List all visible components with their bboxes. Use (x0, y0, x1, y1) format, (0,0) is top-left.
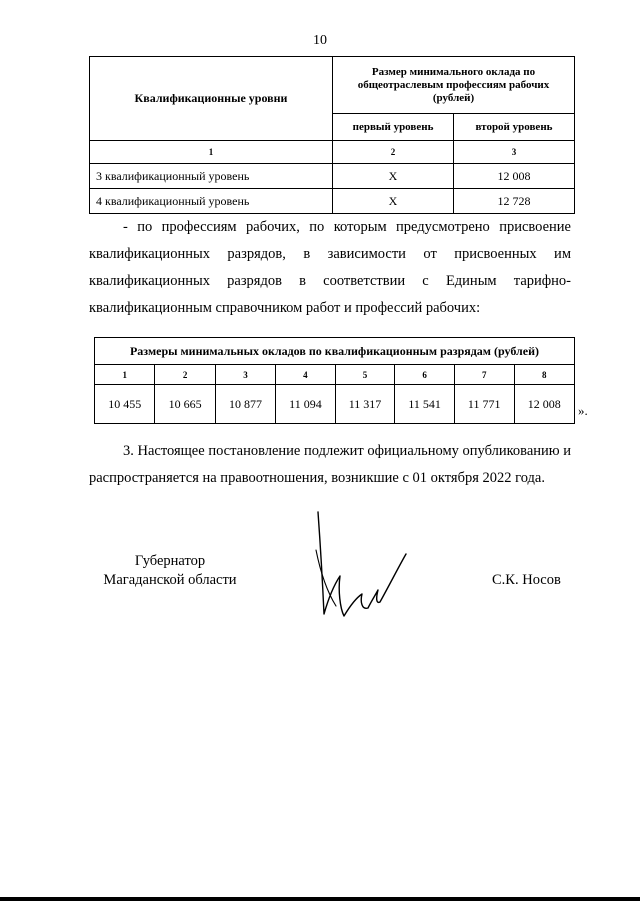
index-cell: 6 (395, 365, 455, 385)
grade-value: 11 541 (395, 385, 455, 424)
grade-value: 11 094 (276, 385, 336, 424)
closing-quote: ». (578, 403, 588, 418)
table-row (90, 189, 575, 214)
header-second-level: второй уровень (454, 114, 575, 141)
index-cell: 8 (514, 365, 575, 385)
paragraph-worker-professions: - по профессиям рабочих, по которым предусмотрено присвоение квалификационных разрядов, в зависимости от присвоенных им квалификационных разрядов в соответствии с Единым тарифно-квалификационным справочником работ и профессий рабочих: (89, 219, 571, 316)
grade-table-title: Размеры минимальных окладов по квалификационным разрядам (рублей) (95, 338, 575, 365)
grade-value: 10 455 (95, 385, 155, 424)
second-level-value: 12 728 (454, 189, 575, 214)
index-cell: 1 (90, 141, 333, 164)
level-cell: 4 квалификационный уровень (90, 189, 333, 214)
index-cell: 3 (454, 141, 575, 164)
header-first-level: первый уровень (333, 114, 454, 141)
grade-value: 12 008 (514, 385, 575, 424)
index-cell: 1 (95, 365, 155, 385)
header-qualification-levels: Квалификационные уровни (90, 57, 333, 141)
signatory-position (95, 552, 245, 590)
index-cell: 2 (333, 141, 454, 164)
table-row (90, 164, 575, 189)
grade-value: 11 771 (454, 385, 514, 424)
grade-value: 10 877 (215, 385, 275, 424)
header-min-salary-group: Размер минимального оклада по общеотраслевым профессиям рабочих (рублей) (333, 57, 575, 114)
grade-value: 11 317 (335, 385, 395, 424)
position-line-2: Магаданской области (103, 572, 237, 588)
signatory-name: С.К. Носов (492, 572, 561, 588)
handwritten-signature (306, 510, 416, 630)
second-level-value: 12 008 (454, 164, 575, 189)
position-line-1: Губернатор (134, 553, 206, 569)
index-cell: 3 (215, 365, 275, 385)
paragraph-publication: 3. Настоящее постановление подлежит официальному опубликованию и распространяется на правоотношения, возникшие с 01 октября 2022 года. (89, 443, 571, 486)
page-bottom-rule (0, 897, 640, 901)
index-cell: 4 (276, 365, 336, 385)
grade-value: 10 665 (155, 385, 215, 424)
first-level-value: Х (333, 189, 454, 214)
index-cell: 7 (454, 365, 514, 385)
grade-salary-table (94, 337, 575, 424)
qualification-levels-table (89, 56, 575, 214)
level-cell: 3 квалификационный уровень (90, 164, 333, 189)
index-cell: 2 (155, 365, 215, 385)
page-number: 10 (313, 33, 327, 48)
first-level-value: Х (333, 164, 454, 189)
index-cell: 5 (335, 365, 395, 385)
